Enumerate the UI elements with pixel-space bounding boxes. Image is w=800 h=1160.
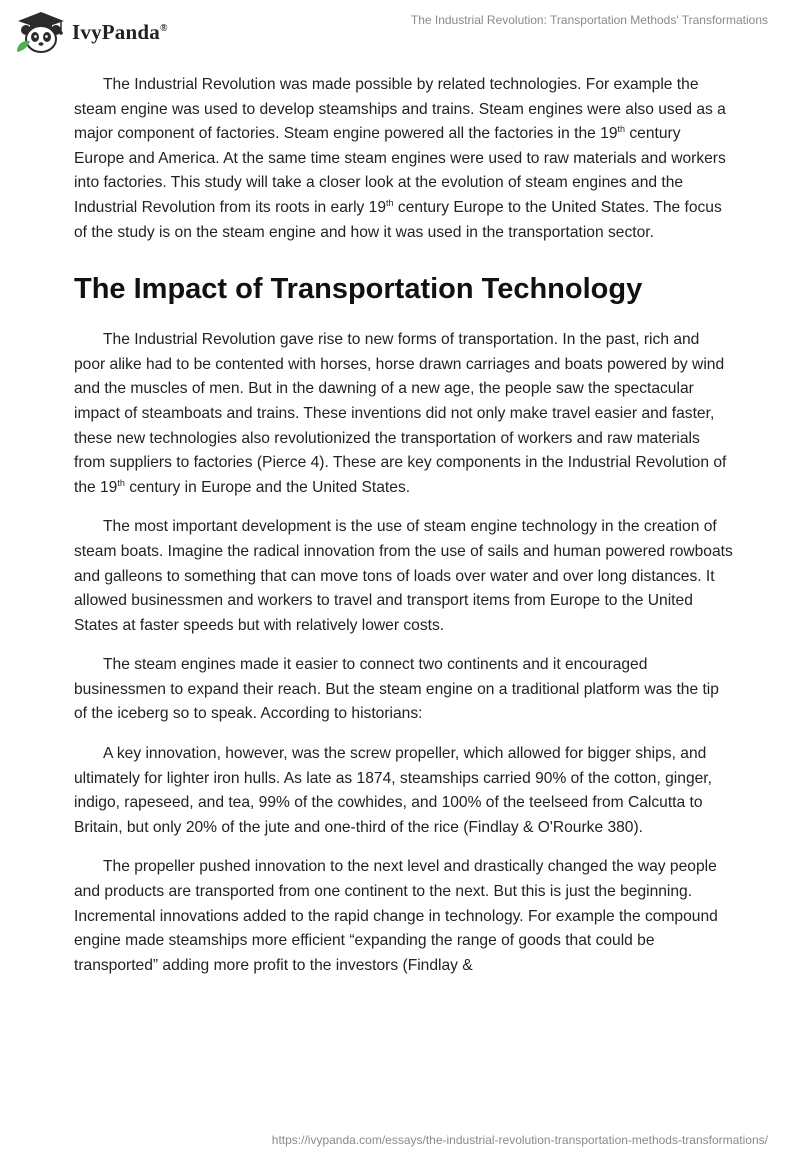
paragraph-transportation: The Industrial Revolution gave rise to new forms of transportation. In the past, rich and poor alike had to be contented with horses, horse drawn carriages and boats powered by wind and the muscles of men. But in the dawning of a new age, the people saw the spectacular impact of steamboats and trains. These inventions did not only make travel easier and faster, these new technologies also revolutionized the transportation of workers and raw materials from suppliers to factories (Pierce 4). These are key components in the Industrial Revolution of the 19th century in Europe and the United States. (74, 331, 727, 496)
paragraph-intro: The Industrial Revolution was made possible by related technologies. For example the steam engine was used to develop steamships and trains. Steam engines were also used as a major component of factories. Steam engine powered all the factories in the 19th century Europe and America. At the same time steam engines were used to raw materials and workers into factories. This study will take a closer look at the evolution of steam engines and the Industrial Revolution from its roots in early 19th century Europe to the United States. The focus of the study is on the steam engine and how it was used in the transportation sector. (74, 76, 726, 241)
ivypanda-logo[interactable] (14, 10, 168, 54)
paragraph-quote: A key innovation, however, was the screw propeller, which allowed for bigger ships, and ultimately for lighter iron hulls. As late as 1874, steamships carried 90% of the cotton, ginger, indigo, rapeseed, and tea, 99% of the cowhides, and 100% of the teelseed from Calcutta to Britain, but only 20% of the jute and one-third of the rice (Findlay & O'Rourke 380). (74, 745, 712, 836)
paragraph-steamboats: The most important development is the use of steam engine technology in the creation of steam boats. Imagine the radical innovation from the use of sails and human powered rowboats and galleons to something that can move tons of loads over water and over long distances. It allowed businessmen and workers to travel and transport items from Europe to the United States at faster speeds but with relatively lower costs. (74, 518, 733, 634)
document-title: The Industrial Revolution: Transportation Methods' Transformations (410, 13, 768, 27)
panda-graduation-cap-icon (14, 10, 68, 54)
paragraph-continents: The steam engines made it easier to connect two continents and it encouraged businessmen to expand their reach. But the steam engine on a traditional platform was the tip of the iceberg so to speak. According to historians: (74, 656, 719, 723)
section-heading: The Impact of Transportation Technology (74, 273, 643, 306)
source-url[interactable]: https://ivypanda.com/essays/the-industrial-revolution-transportation-methods-transformations/ (271, 1133, 768, 1147)
paragraph-propeller: The propeller pushed innovation to the next level and drastically changed the way people and products are transported from one continent to the next. But this is just the beginning. Incremental innovations added to the rapid change in technology. For example the compound engine made steamships more efficient “expanding the range of goods that could be transported” adding more profit to the investors (Findlay & (74, 858, 718, 974)
essay-content (74, 73, 734, 993)
logo-wordmark: IvyPanda® (72, 19, 168, 44)
page-header (0, 0, 800, 60)
